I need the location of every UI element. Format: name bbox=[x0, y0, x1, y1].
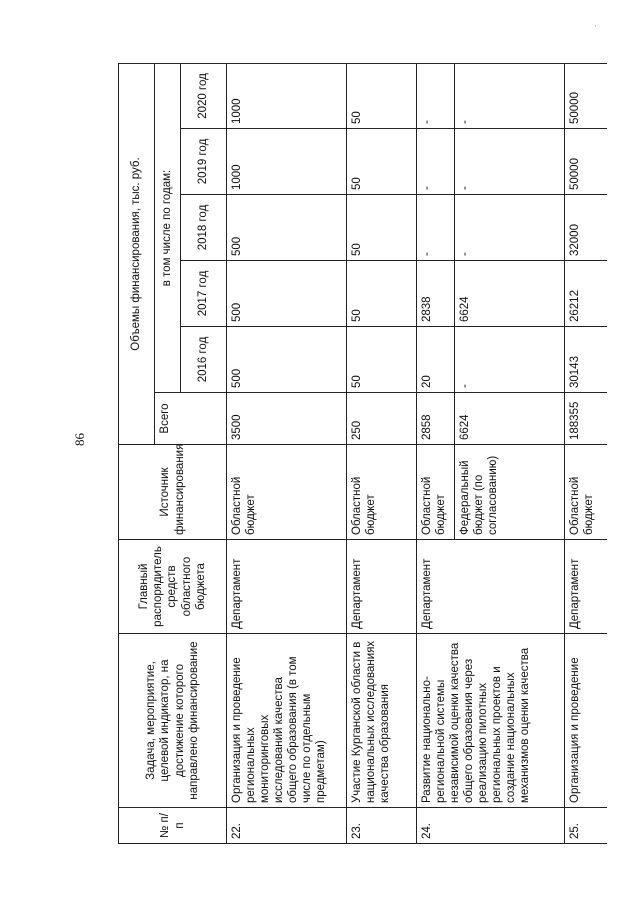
row-2019: - bbox=[417, 129, 455, 195]
row-manager: Департамент bbox=[417, 540, 565, 634]
row-total: 3500 bbox=[227, 393, 347, 445]
row-2018: 500 bbox=[227, 195, 347, 261]
row-2016: 20 bbox=[417, 327, 455, 393]
row-2016: 50 bbox=[347, 327, 417, 393]
margin-mark: ' bbox=[594, 24, 596, 33]
row-2016: - bbox=[455, 327, 565, 393]
row-2016: 500 bbox=[227, 327, 347, 393]
row-task: Организация и проведение региональных мониторинговых исследований качества общего образования (в том числе по отдельным предметам) bbox=[227, 634, 347, 808]
financing-table bbox=[118, 63, 607, 844]
rotated-table-wrapper bbox=[118, 64, 615, 844]
row-2018: 32000 bbox=[565, 195, 607, 261]
row-2020: 50000 bbox=[565, 63, 607, 128]
table-row bbox=[227, 63, 347, 843]
header-by-years: в том числе по годам: bbox=[155, 63, 181, 392]
row-total: 6624 bbox=[455, 393, 565, 445]
row-2016: 30143 bbox=[565, 327, 607, 393]
row-total: 2858 bbox=[417, 393, 455, 445]
header-year-2016: 2016 год bbox=[181, 327, 227, 393]
row-2017: 26212 bbox=[565, 261, 607, 327]
row-2018: - bbox=[417, 195, 455, 261]
row-task: Развитие национально-региональной системы независимой оценки качества общего образования через реализацию пилотных региональных проектов и создание национальных механизмов оценки качества bbox=[417, 634, 565, 808]
row-source: Областной бюджет bbox=[227, 445, 347, 540]
row-source: Областной бюджет bbox=[565, 445, 607, 540]
table-row bbox=[347, 63, 417, 843]
row-source: Областной бюджет bbox=[347, 445, 417, 540]
row-source: Федеральный бюджет (по согласованию) bbox=[455, 445, 565, 540]
row-2019: 1000 bbox=[227, 129, 347, 195]
page-number: 86 bbox=[72, 433, 87, 446]
row-no: 25. bbox=[565, 808, 607, 844]
header-no: № п/п bbox=[119, 808, 227, 844]
header-year-2018: 2018 год bbox=[181, 195, 227, 261]
row-manager: Департамент bbox=[565, 540, 607, 634]
row-manager: Департамент bbox=[227, 540, 347, 634]
row-manager: Департамент bbox=[347, 540, 417, 634]
row-2017: 500 bbox=[227, 261, 347, 327]
header-total: Всего bbox=[155, 393, 227, 445]
row-2019: 50 bbox=[347, 129, 417, 195]
row-task: Участие Курганской области в национальных исследованиях качества образования bbox=[347, 634, 417, 808]
row-2019: - bbox=[455, 129, 565, 195]
table-row bbox=[417, 63, 455, 843]
row-2019: 50000 bbox=[565, 129, 607, 195]
header-task: Задача, мероприятие, целевой индикатор, на достижение которого направлено финансирование bbox=[119, 634, 227, 808]
row-no: 22. bbox=[227, 808, 347, 844]
table-row bbox=[565, 63, 607, 843]
row-total: 250 bbox=[347, 393, 417, 445]
header-manager: Главный распорядитель средств областного бюджета bbox=[119, 540, 227, 634]
header-year-2019: 2019 год bbox=[181, 129, 227, 195]
row-2018: 50 bbox=[347, 195, 417, 261]
row-2020: 1000 bbox=[227, 63, 347, 128]
header-source: Источник финансирования bbox=[119, 445, 227, 540]
row-2017: 2838 bbox=[417, 261, 455, 327]
row-source: Областной бюджет bbox=[417, 445, 455, 540]
row-2020: - bbox=[455, 63, 565, 128]
header-year-2020: 2020 год bbox=[181, 63, 227, 128]
row-2017: 50 bbox=[347, 261, 417, 327]
row-2020: 50 bbox=[347, 63, 417, 128]
row-no: 24. bbox=[417, 808, 565, 844]
row-2018: - bbox=[455, 195, 565, 261]
row-task: Организация и проведение bbox=[565, 634, 607, 808]
row-total: 188355 bbox=[565, 393, 607, 445]
row-no: 23. bbox=[347, 808, 417, 844]
header-volumes: Объемы финансирования, тыс. руб. bbox=[119, 63, 155, 444]
row-2020: - bbox=[417, 63, 455, 128]
header-year-2017: 2017 год bbox=[181, 261, 227, 327]
row-2017: 6624 bbox=[455, 261, 565, 327]
